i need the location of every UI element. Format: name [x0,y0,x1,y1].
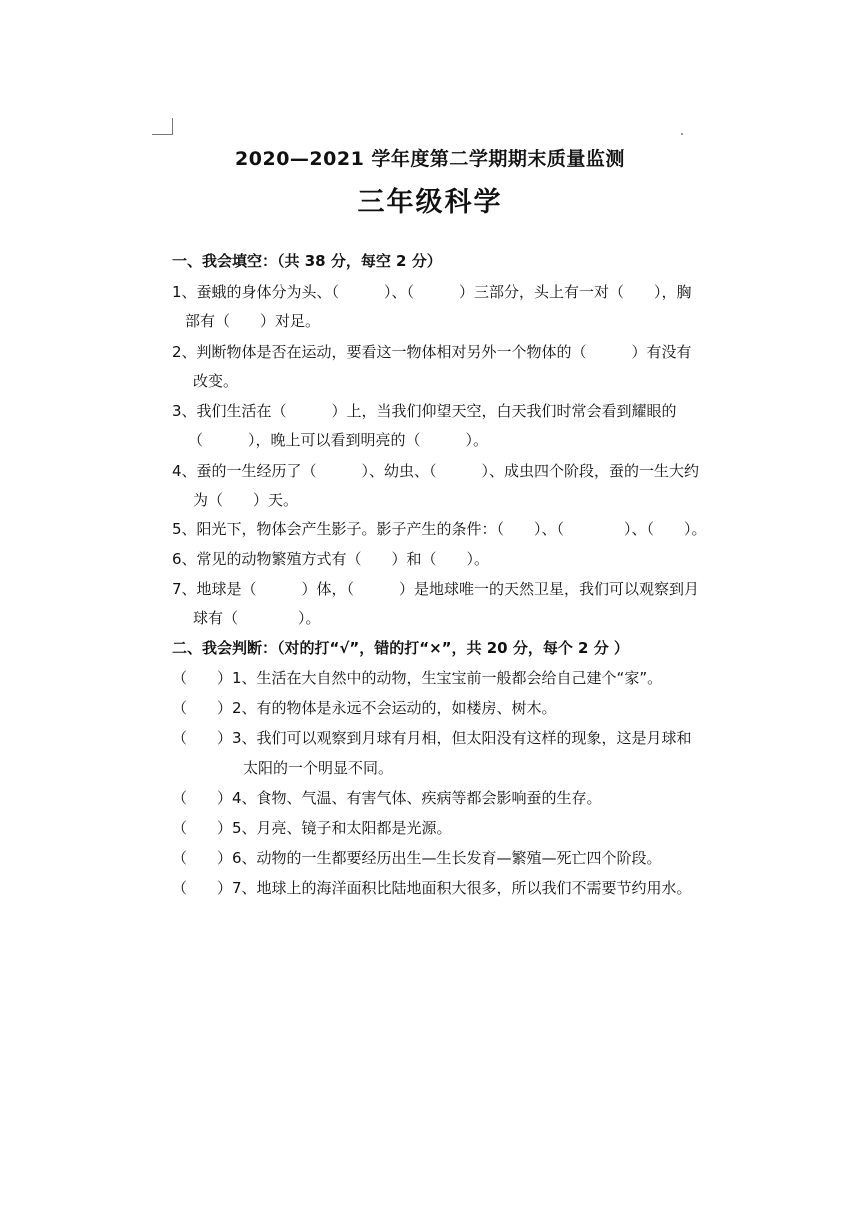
fill-question-line: 7、地球是（ ）体，（ ）是地球唯一的天然卫星，我们可以观察到月 [172,580,700,598]
judge-question-line: （ ）3、我们可以观察到月球有月相，但太阳没有这样的现象，这是月球和 [172,729,692,747]
fill-question-line: 1、蚕蛾的身体分为头、（ ）、（ ）三部分，头上有一对（ ），胸 [172,283,692,301]
fill-question-line: （ ），晚上可以看到明亮的（ ）。 [188,431,489,449]
fill-question-line: 2、判断物体是否在运动，要看这一物体相对另外一个物体的（ ）有没有 [172,343,692,361]
fill-question-line: 3、我们生活在（ ）上，当我们仰望天空，白天我们时常会看到耀眼的 [172,402,677,420]
judge-question-line: （ ）4、食物、气温、有害气体、疾病等都会影响蚕的生存。 [172,789,602,807]
subject-title: 三年级科学 [357,187,503,218]
judge-question-line: 太阳的一个明显不同。 [243,759,394,777]
page-dot-mark [681,133,683,135]
exam-title: 2020—2021 学年度第二学期期末质量监测 [235,148,625,170]
judge-question-line: （ ）6、动物的一生都要经历出生—生长发育—繁殖—死亡四个阶段。 [172,849,662,867]
judge-question-line: （ ）2、有的物体是永远不会运动的，如楼房、树木。 [172,699,557,717]
page-corner-mark [152,118,173,135]
section2-heading: 二、我会判断：（对的打“√”，错的打“×”，共 20 分，每个 2 分 ） [172,639,629,657]
fill-question-line: 球有（ ）。 [193,609,321,627]
section1-heading: 一、我会填空：（共 38 分，每空 2 分） [172,252,442,270]
judge-question-line: （ ）7、地球上的海洋面积比陆地面积大很多，所以我们不需要节约用水。 [172,879,692,897]
judge-question-line: （ ）5、月亮、镜子和太阳都是光源。 [172,819,452,837]
judge-question-line: （ ）1、生活在大自然中的动物，生宝宝前一般都会给自己建个“家”。 [172,669,663,687]
fill-question-line: 5、阳光下，物体会产生影子。影子产生的条件：（ ）、（ ）、（ ）。 [172,520,707,538]
fill-question-line: 部有（ ）对足。 [185,312,321,330]
fill-question-line: 改变。 [193,372,239,390]
fill-question-line: 为（ ）天。 [193,491,299,509]
fill-question-line: 6、常见的动物繁殖方式有（ ）和（ ）。 [172,550,490,568]
fill-question-line: 4、蚕的一生经历了（ ）、幼虫、（ ）、成虫四个阶段，蚕的一生大约 [172,462,700,480]
